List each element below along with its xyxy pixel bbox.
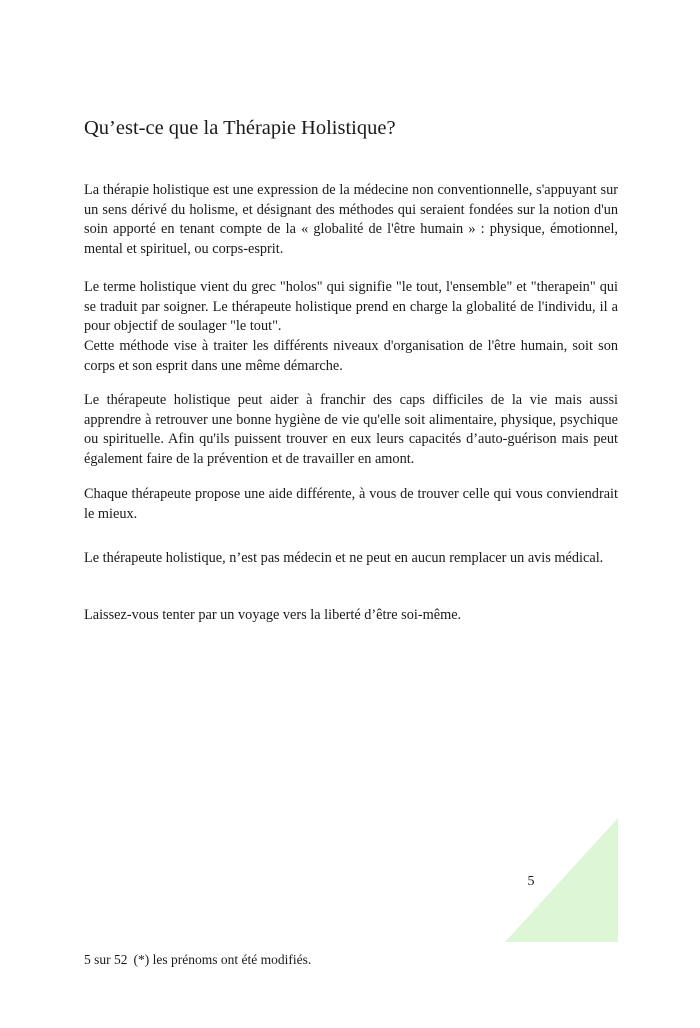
- paragraph-choice: [84, 485, 618, 524]
- footer-page-count: 5 sur 52: [84, 952, 128, 967]
- footer-note: (*) les prénoms ont été modifiés.: [133, 952, 312, 967]
- paragraph-text: Chaque thérapeute propose une aide différente, à vous de trouver celle qui vous conviendrait le mieux.: [84, 486, 618, 522]
- paragraph-etymology: [84, 278, 618, 377]
- paragraph-benefits: [84, 391, 618, 470]
- paragraph-definition: [84, 181, 618, 260]
- paragraph-text: La thérapie holistique est une expression de la médecine non conventionnelle, s'appuyant sur un sens dérivé du holisme, et désignant des méthodes qui seraient fondées sur la notion d'un soin apporté en tenant compte de la « globalité de l'être humain » : physique, émotionnel, mental et spirituel, ou corps-esprit.: [84, 182, 618, 258]
- paragraph-text: Laissez-vous tenter par un voyage vers la liberté d’être soi-même.: [84, 607, 462, 623]
- page-footer: [84, 950, 311, 970]
- paragraph-text: Le thérapeute holistique, n’est pas médecin et ne peut en aucun remplacer un avis médical.: [84, 550, 604, 566]
- paragraph-closing: [84, 606, 618, 626]
- paragraph-text: Le thérapeute holistique peut aider à franchir des caps difficiles de la vie mais aussi apprendre à retrouver une bonne hygiène de vie qu'elle soit alimentaire, physique, psychique ou spirituelle. Afin qu'ils puissent trouver en eux leurs capacités d’auto-guérison mais peut également faire de la prévention et de travailler en amont.: [84, 392, 618, 468]
- paragraph-text: Cette méthode vise à traiter les différents niveaux d'organisation de l'être humain, soit son corps et son esprit dans une même démarche.: [84, 338, 618, 374]
- page-number: 5: [527, 874, 535, 889]
- paragraph-text: Le terme holistique vient du grec "holos" qui signifie "le tout, l'ensemble" et "therapein" qui se traduit par soigner. Le thérapeute holistique prend en charge la globalité de l'individu, il a pour objectif de soulager "le tout".: [84, 279, 618, 335]
- page-title: Qu’est-ce que la Thérapie Holistique?: [84, 117, 396, 139]
- paragraph-disclaimer: [84, 549, 618, 569]
